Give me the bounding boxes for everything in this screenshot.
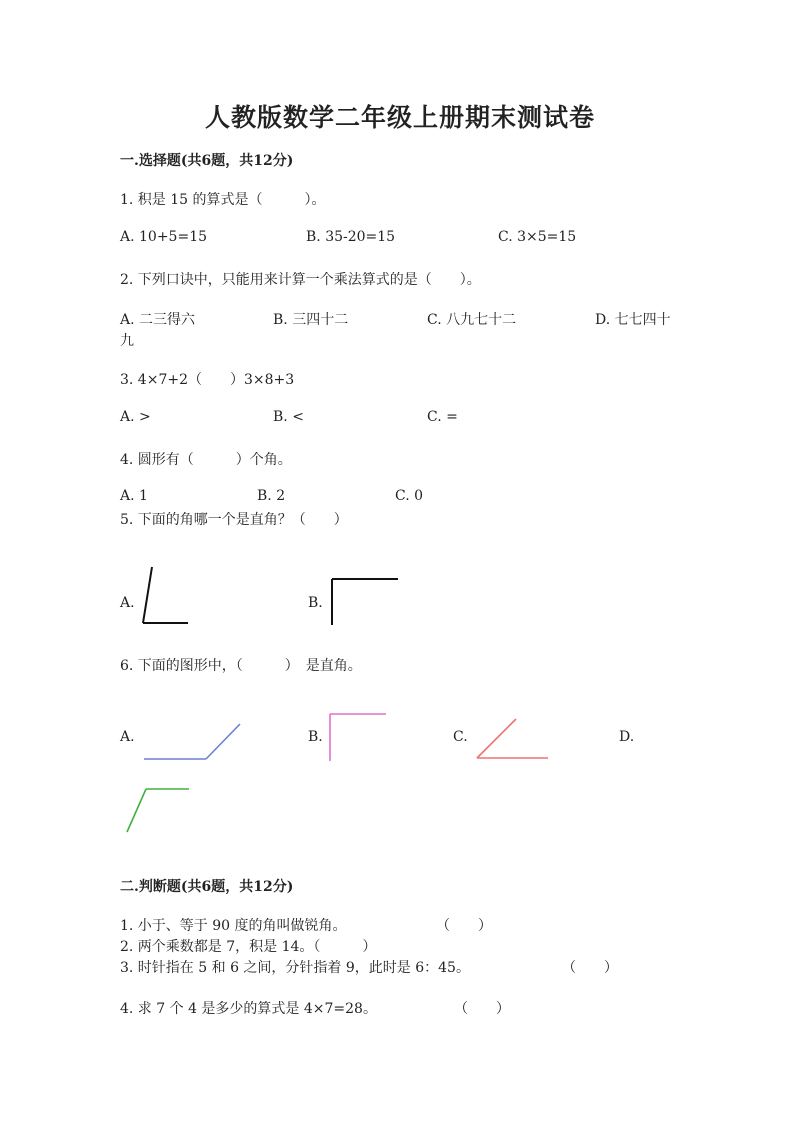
q5-angle-a-figure xyxy=(138,565,194,627)
q6-option-c: C. xyxy=(453,729,468,745)
question-6-stem: 6. 下面的图形中，（ ） 是直角。 xyxy=(120,658,362,674)
q2-option-a: A. 二三得六 xyxy=(120,312,196,328)
q5-angle-b-figure xyxy=(328,575,402,627)
section-heading-choice: 一.选择题(共6题，共12分) xyxy=(120,153,294,169)
q1-option-b: B. 35-20=15 xyxy=(306,229,396,245)
q4-option-a: A. 1 xyxy=(120,488,148,504)
page-title: 人教版数学二年级上册期末测试卷 xyxy=(204,103,595,132)
section-heading-judgement: 二.判断题(共6题，共12分) xyxy=(120,879,294,895)
q6-option-d: D. xyxy=(619,729,635,745)
judge-1-stem: 1. 小于、等于 90 度的角叫做锐角。 xyxy=(120,918,347,934)
q6-angle-a-figure xyxy=(142,720,244,764)
q2-option-b: B. 三四十二 xyxy=(273,312,349,328)
q3-option-c: C. = xyxy=(427,409,458,425)
q4-option-c: C. 0 xyxy=(395,488,424,504)
question-4-stem: 4. 圆形有（ ）个角。 xyxy=(120,452,292,468)
q6-angle-c-figure xyxy=(474,716,552,762)
judge-3-answer-paren: （ ） xyxy=(562,960,618,976)
q1-option-a: A. 10+5=15 xyxy=(120,229,208,245)
q2-option-d: D. 七七四十 xyxy=(595,312,671,328)
question-2-stem: 2. 下列口诀中，只能用来计算一个乘法算式的是（ ）。 xyxy=(120,272,481,288)
q6-option-a: A. xyxy=(120,729,135,745)
judge-2-stem: 2. 两个乘数都是 7，积是 14。（ ） xyxy=(120,939,377,955)
question-1-stem: 1. 积是 15 的算式是（ ）。 xyxy=(120,192,326,208)
q2-option-c: C. 八九七十二 xyxy=(427,312,517,328)
judge-1-answer-paren: （ ） xyxy=(436,918,492,934)
q3-option-a: A. > xyxy=(120,409,151,425)
q2-option-d-wrap: 九 xyxy=(120,333,134,349)
q6-angle-d-figure xyxy=(124,786,192,836)
judge-3-stem: 3. 时针指在 5 和 6 之间，分针指着 9，此时是 6：45。 xyxy=(120,960,470,976)
q6-option-b: B. xyxy=(308,729,323,745)
q4-option-b: B. 2 xyxy=(257,488,286,504)
judge-4-stem: 4. 求 7 个 4 是多少的算式是 4×7=28。 xyxy=(120,1001,377,1017)
q5-option-a: A. xyxy=(120,595,135,611)
question-3-stem: 3. 4×7+2（ ）3×8+3 xyxy=(120,372,295,388)
q5-option-b: B. xyxy=(308,595,323,611)
q1-option-c: C. 3×5=15 xyxy=(498,229,577,245)
judge-4-answer-paren: （ ） xyxy=(454,1001,510,1017)
q3-option-b: B. < xyxy=(273,409,304,425)
question-5-stem: 5. 下面的角哪一个是直角？（ ） xyxy=(120,512,348,528)
q6-angle-b-figure xyxy=(326,710,390,764)
